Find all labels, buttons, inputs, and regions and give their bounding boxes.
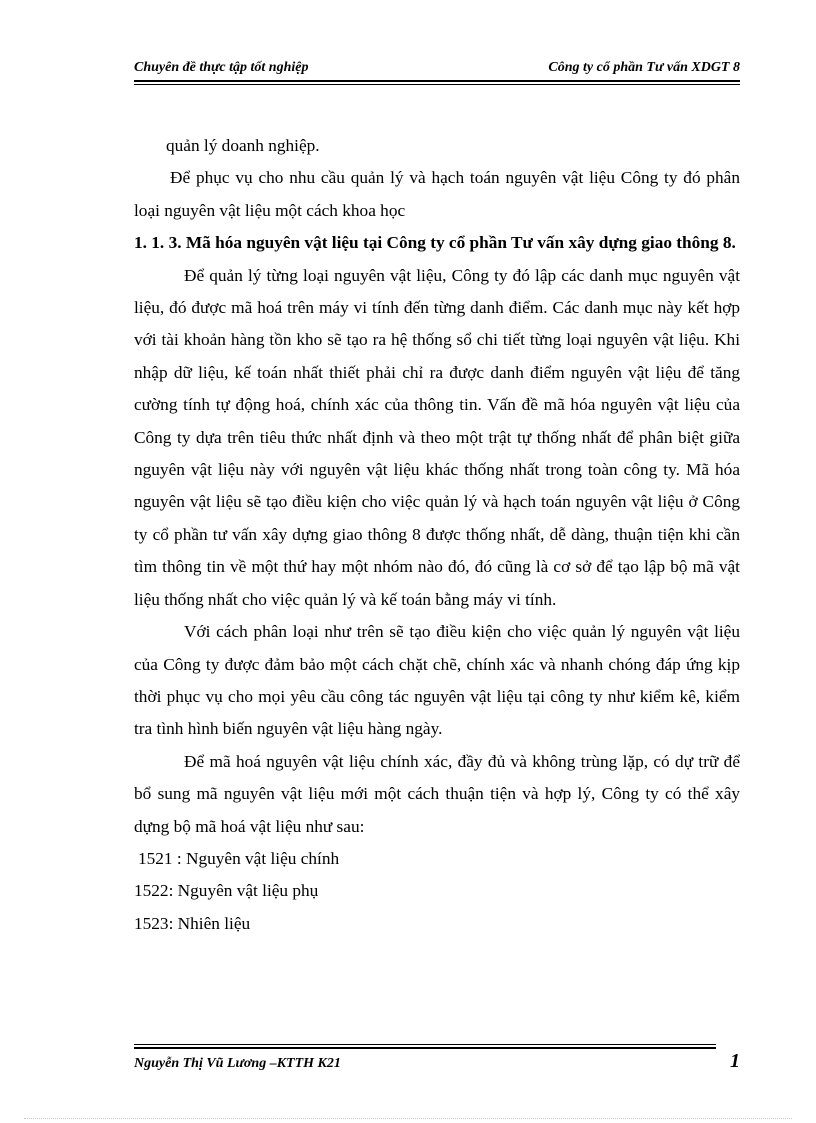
paragraph-classification: Với cách phân loại như trên sẽ tạo điều kiện cho việc quản lý nguyên vật liệu của Công ty được đảm bảo một cách chặt chẽ, chính xác và nhanh chóng đáp ứng kịp thời phục vụ cho mọi yêu cầu công tác nguyên vật liệu tại công ty như kiểm kê, kiểm tra tình hình biến nguyên vật liệu hàng ngày.: [134, 622, 740, 739]
page-header: [134, 60, 740, 76]
footer-rule: [134, 1047, 716, 1049]
code-item-1522: 1522: Nguyên vật liệu phụ: [134, 881, 319, 901]
header-rule: [134, 80, 740, 82]
header-left-title: Chuyên đề thực tập tốt nghiệp: [134, 60, 309, 75]
code-item-1523: 1523: Nhiên liệu: [134, 913, 251, 933]
page-footer: [134, 1050, 740, 1073]
paragraph-continuation: quản lý doanh nghiệp.: [166, 136, 320, 155]
paragraph-coding: Để quản lý từng loại nguyên vật liệu, Công ty đó lập các danh mục nguyên vật liệu, đó được mã hoá trên máy vi tính đến từng danh điểm. Các danh mục này kết hợp với tài khoản hàng tồn kho sẽ tạo ra hệ thống sổ chi tiết từng loại nguyên vật liệu. Khi nhập dữ liệu, kế toán nhất thiết phải chỉ ra được danh điểm nguyên vật liệu để tăng cường tính tự động hoá, chính xác của thông tin. Vấn đề mã hóa nguyên vật liệu của Công ty dựa trên tiêu thức nhất định và theo một trật tự thống nhất để phân biệt giữa nguyên vật liệu này với nguyên vật liệu khác thống nhất trong toàn công ty. Mã hóa nguyên vật liệu sẽ tạo điều kiện cho việc quản lý và hạch toán nguyên vật liệu ở Công ty cổ phần tư vấn xây dựng giao thông 8 được thống nhất, dễ dàng, thuận tiện khi cần tìm thông tin về một thứ hay một nhóm nào đó, đó cũng là cơ sở để tạo lập bộ mã vật liệu thống nhất cho việc quản lý và kế toán bằng máy vi tính.: [134, 265, 740, 609]
footer-rule-thin: [134, 1044, 716, 1045]
paragraph-code-scheme: Để mã hoá nguyên vật liệu chính xác, đầy đủ và không trùng lặp, có dự trữ để bổ sung mã nguyên vật liệu mới một cách thuận tiện và hợp lý, Công ty có thể xây dựng bộ mã hoá vật liệu như sau:: [134, 751, 740, 836]
page-bottom-border: [24, 1118, 792, 1119]
body-text: [134, 130, 740, 940]
header-rule-thin: [134, 84, 740, 85]
footer-author: Nguyễn Thị Vũ Lương –KTTH K21: [134, 1056, 341, 1071]
paragraph-intro: Để phục vụ cho nhu cầu quản lý và hạch toán nguyên vật liệu Công ty đó phân loại nguyên vật liệu một cách khoa học: [134, 168, 740, 220]
section-heading: 1. 1. 3. Mã hóa nguyên vật liệu tại Công ty cổ phần Tư vấn xây dựng giao thông 8.: [134, 233, 736, 253]
code-item-1521: 1521 : Nguyên vật liệu chính: [138, 848, 340, 868]
page-number: 1: [730, 1050, 740, 1072]
header-right-company: Công ty cổ phần Tư vấn XDGT 8: [548, 60, 740, 75]
